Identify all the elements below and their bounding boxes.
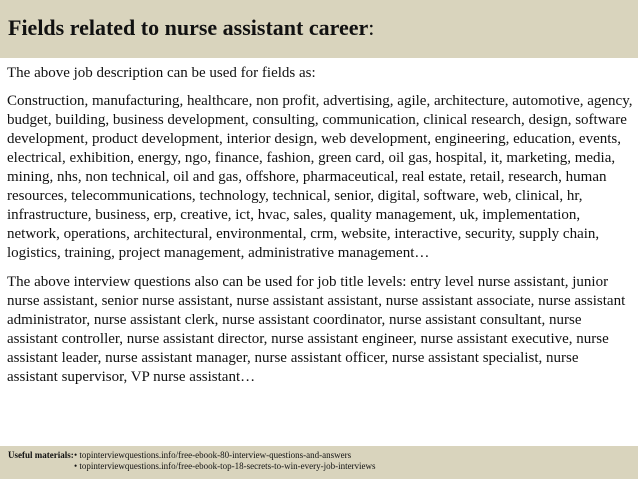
title-bar bbox=[0, 0, 638, 58]
fields-paragraph: Construction, manufacturing, healthcare, non profit, advertising, agile, architecture, automotive, agency, budget, building, business development, consulting, communication, clinical research, design, software development, product development, interior design, web development, engineering, education, events, electrical, exhibition, energy, ngo, finance, fashion, green card, oil gas, hospital, it, marketing, media, mining, nhs, non technical, oil and gas, offshore, pharmaceutical, real estate, retail, research, human resources, telecommunications, technology, technical, senior, digital, software, web, clinical, hr, infrastructure, business, erp, creative, ict, hvac, sales, quality management, uk, implementation, network, operations, architectural, environmental, crm, website, interactive, security, supply chain, logistics, training, project management, administrative management… bbox=[7, 93, 633, 261]
footer-link-ebook-80-questions[interactable]: • topinterviewquestions.info/free-ebook-80-interview-questions-and-answers bbox=[74, 450, 352, 460]
slide-title bbox=[8, 14, 638, 42]
slide-title-colon: : bbox=[368, 15, 375, 40]
footer-bar bbox=[0, 446, 638, 479]
slide-content bbox=[7, 64, 633, 387]
footer-row-1 bbox=[8, 450, 638, 461]
slide-title-text: Fields related to nurse assistant career bbox=[8, 15, 369, 40]
job-levels-paragraph: The above interview questions also can be used for job title levels: entry level nurse assistant, junior nurse assistant, senior nurse assistant, nurse assistant assistant, nurse assistant associate, nurse assistant administrator, nurse assistant clerk, nurse assistant coordinator, nurse assistant consultant, nurse assistant controller, nurse assistant director, nurse assistant engineer, nurse assistant executive, nurse assistant leader, nurse assistant manager, nurse assistant officer, nurse assistant specialist, nurse assistant supervisor, VP nurse assistant… bbox=[7, 274, 626, 385]
footer-link-ebook-18-secrets[interactable]: • topinterviewquestions.info/free-ebook-top-18-secrets-to-win-every-job-interviews bbox=[74, 461, 376, 471]
footer-row-2 bbox=[8, 461, 638, 472]
footer-indent bbox=[8, 461, 74, 472]
footer-label-separator: : bbox=[70, 450, 74, 460]
footer-label bbox=[8, 450, 74, 461]
footer-label-text: Useful materials bbox=[8, 450, 71, 460]
intro-paragraph: The above job description can be used for fields as: bbox=[7, 65, 316, 81]
